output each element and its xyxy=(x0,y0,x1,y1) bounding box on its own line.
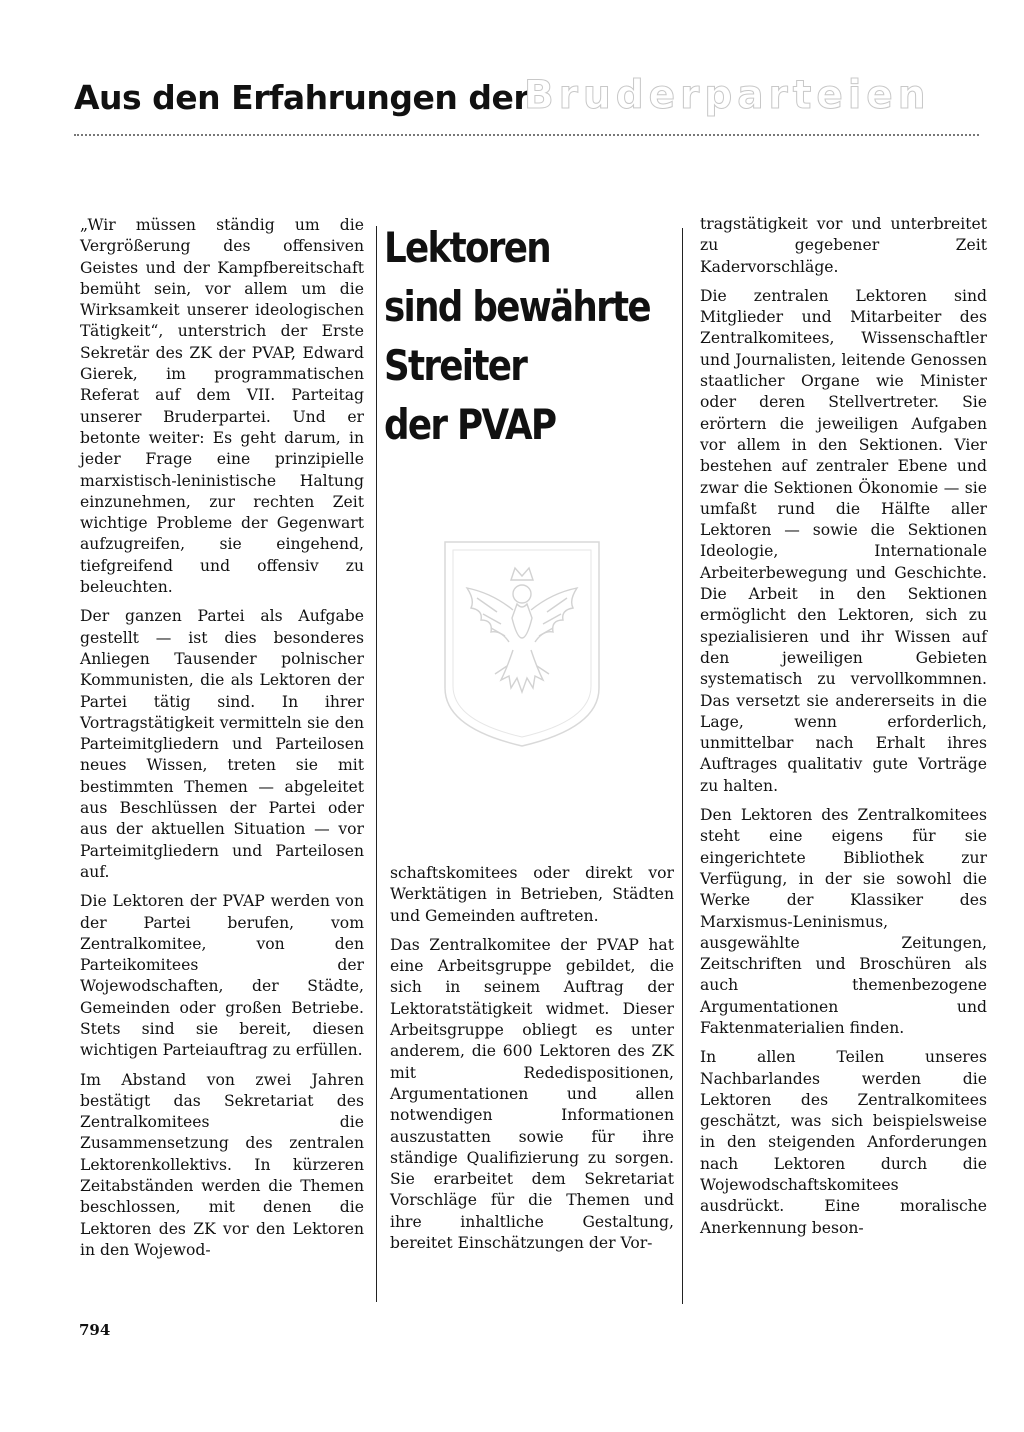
paragraph: „Wir müssen ständig um die Vergrößerung des offensiven Geistes und der Kampfbereitschaft bemüht sein, vor allem um die Wirksamkeit unserer ideologischen Tätigkeit“, unterstrich der Erste Sekretär des ZK der PVAP, Edward Gierek, im programmatischen Referat auf dem VII. Parteitag unserer Bruderpartei. Und er betonte weiter: Es geht darum, in jeder Frage eine prinzipielle marxistisch-leninistische Haltung einzunehmen, zur rechten Zeit wichtige Probleme der Gegenwart aufzugreifen, sie eingehend, tiefgreifend und offensiv zu beleuchten. xyxy=(80,216,364,597)
headline-line: Lektoren xyxy=(384,223,550,272)
text-column-1 xyxy=(80,215,364,1269)
section-title-faded: Bruderparteien xyxy=(524,73,931,118)
paragraph: tragstätigkeit vor und unterbreitet zu gegebener Zeit Kadervorschläge. xyxy=(700,215,987,276)
paragraph: Die zentralen Lektoren sind Mitglieder und Mitarbeiter des Zentralkomitees, Wissenschaftler und Journalisten, leitende Genossen staatlicher Organe wie Minister oder deren Stellvertreter. Sie erörtern die jeweiligen Aufgaben vor allem in den Sektionen. Vier bestehen auf zentraler Ebene und zwar die Sektionen Ökonomie — sie umfaßt rund die Hälfte aller Lektoren — sowie die Sektionen Ideologie, Internationale Arbeiterbewegung und Geschichte. Die Arbeit in den Sektionen ermöglicht den Lektoren, sich zu spezialisieren und ihr Wissen auf den jeweiligen Gebieten systematisch zu vervollkommnen. Das versetzt sie andererseits in die Lage, wenn erforderlich, unmittelbar nach Erhalt ihres Auftrages qualitativ gute Vorträge zu halten. xyxy=(700,286,987,795)
polish-eagle-emblem-icon xyxy=(437,538,607,750)
paragraph: Die Lektoren der PVAP werden von der Partei berufen, vom Zentralkomitee, von den Parteikomitees der Wojewodschaften, der Städte, Gemeinden oder großen Betriebe. Stets sind sie bereit, diesen wichtigen Parteiauftrag zu erfüllen. xyxy=(80,892,364,1060)
paragraph: Das Zentralkomitee der PVAP hat eine Arbeitsgruppe gebildet, die sich in seinem Auftrag der Lektoratstätigkeit widmet. Dieser Arbeitsgruppe obliegt es unter anderem, die 600 Lektoren des ZK mit Rededispositionen, Argumentationen und allen notwendigen Informationen auszustatten sowie für ihre ständige Qualifizierung zu sorgen. Sie erarbeitet dem Sekretariat Vorschläge für die Themen und ihre inhaltliche Gestaltung, bereitet Einschätzungen der Vor- xyxy=(390,935,674,1253)
text-column-2 xyxy=(390,863,674,1262)
paragraph: In allen Teilen unseres Nachbarlandes werden die Lektoren des Zentralkomitees geschätzt, was sich beispielsweise in den steigenden Anforderungen nach Lektoren durch die Wojewodschaftskomitees ausdrückt. Eine moralische Anerkennung beson- xyxy=(700,1048,987,1237)
article-headline xyxy=(384,218,650,454)
paragraph: Den Lektoren des Zentralkomitees steht eine eigens für sie eingerichtete Bibliothek zur Verfügung, in der sie sowohl die Werke der Klassiker des Marxismus-Leninismus, ausgewählte Zeitungen, Zeitschriften und Broschüren als auch themenbezogene Argumentationen und Faktenmaterialien finden. xyxy=(700,806,987,1037)
headline-line: Streiter xyxy=(384,341,527,390)
paragraph: Der ganzen Partei als Aufgabe gestellt — ist dies besonderes Anliegen Tausender polnischer Kommunisten, die als Lektoren der Partei tätig sind. In ihrer Vortragstätigkeit vermitteln sie den Parteimitgliedern und Parteilosen neues Wissen, treten sie mit bestimmten Themen — abgeleitet aus Beschlüssen der Partei oder aus der aktuellen Situation — vor Parteimitgliedern und Parteilosen auf. xyxy=(80,607,364,881)
text-column-3 xyxy=(700,214,987,1247)
section-title: Aus den Erfahrungen der xyxy=(74,78,530,117)
page-number: 794 xyxy=(79,1321,111,1339)
column-divider-left xyxy=(376,226,377,1302)
header-divider xyxy=(74,134,979,136)
paragraph: Im Abstand von zwei Jahren bestätigt das Sekretariat des Zentralkomitees die Zusammensetzung des zentralen Lektorenkollektivs. In kürzeren Zeitabständen werden die Themen beschlossen, mit denen die Lektoren des ZK vor den Lektoren in den Wojewod- xyxy=(80,1070,364,1259)
section-header xyxy=(74,70,979,140)
headline-line: der PVAP xyxy=(384,400,556,449)
paragraph: schaftskomitees oder direkt vor Werktätigen in Betrieben, Städten und Gemeinden auftreten. xyxy=(390,864,674,925)
column-divider-right xyxy=(682,228,683,1304)
headline-line: sind bewährte xyxy=(384,282,650,331)
